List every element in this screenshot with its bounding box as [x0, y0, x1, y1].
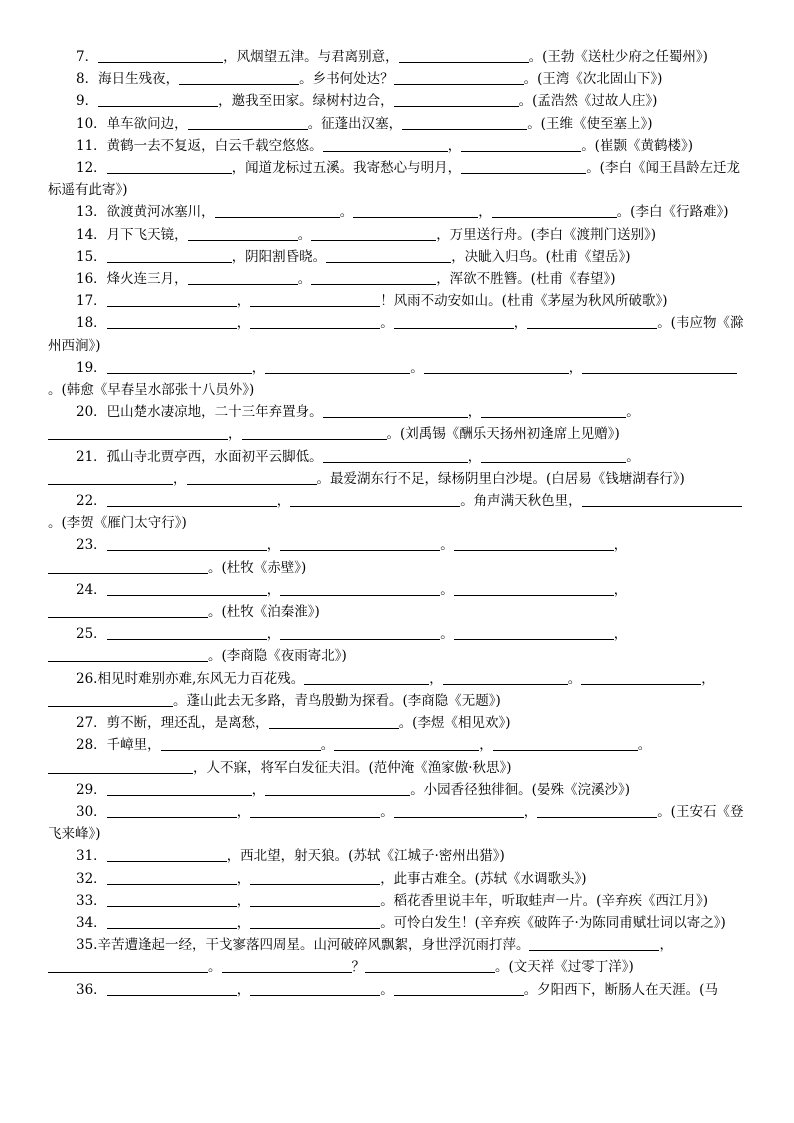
answer-blank[interactable] [443, 671, 568, 685]
question-text: ， [276, 493, 291, 510]
answer-blank[interactable] [290, 493, 460, 507]
question-item [48, 246, 750, 268]
question-item [48, 201, 750, 223]
question-text: 32． [76, 870, 107, 887]
answer-blank[interactable] [461, 138, 581, 152]
answer-blank[interactable] [582, 493, 742, 507]
question-text: 。最爱湖东行不足，绿杨阴里白沙堤。(白居易《钱塘湖春行》) [316, 470, 685, 487]
answer-blank[interactable] [394, 982, 524, 996]
answer-blank[interactable] [107, 848, 227, 862]
question-item [48, 845, 750, 867]
question-text: ， [236, 892, 251, 909]
answer-blank[interactable] [280, 626, 440, 640]
question-text: 13．欲渡黄河冰塞川， [76, 204, 215, 221]
question-text: 33． [76, 892, 107, 909]
question-text: 。(刘禹锡《酬乐天扬州初逢席上见赠》) [386, 426, 620, 443]
answer-blank[interactable] [107, 360, 252, 374]
answer-blank[interactable] [353, 204, 478, 218]
question-text: ， [173, 470, 187, 487]
question-item [48, 224, 750, 246]
question-item [48, 712, 750, 734]
question-text: 。 [567, 670, 582, 687]
answer-blank[interactable] [107, 537, 267, 551]
question-text: 。(杜牧《泊秦淮》) [208, 604, 320, 621]
question-text: 9． [76, 93, 99, 110]
answer-blank[interactable] [250, 804, 380, 818]
question-text: 。 [440, 581, 454, 598]
question-text: ！风雨不动安如山。(杜甫《茅屋为秋风所破歌》) [380, 293, 668, 310]
answer-blank[interactable] [394, 315, 514, 329]
question-text: ， [236, 981, 251, 998]
question-item [48, 490, 750, 534]
question-text: 。 [339, 204, 354, 221]
question-text: 25． [76, 626, 107, 643]
question-text: 14．月下飞天镜， [76, 226, 188, 243]
answer-blank[interactable] [399, 49, 529, 63]
question-item [48, 890, 750, 912]
question-text: 35.辛苦遭逢起一经，干戈寥落四周星。山河破碎风飘絮，身世浮沉雨打萍。 [76, 937, 530, 954]
answer-blank[interactable] [269, 715, 399, 729]
question-text: 23． [76, 537, 107, 554]
answer-blank[interactable] [48, 760, 193, 774]
question-text: 。(王维《使至塞上》) [527, 115, 653, 132]
question-item [48, 157, 750, 201]
question-text: ，决眦入归鸟。(杜甫《望岳》) [451, 248, 631, 265]
question-text: 。(王安石《登飞来峰》) [48, 803, 744, 843]
question-text: 。(王湾《次北固山下》) [523, 71, 663, 88]
answer-blank[interactable] [48, 560, 208, 574]
question-text: 。 [380, 315, 394, 332]
question-item [48, 668, 750, 712]
question-text: ，万里送行舟。(李白《渡荆门送别》) [436, 226, 656, 243]
answer-blank[interactable] [48, 959, 208, 973]
question-item [48, 401, 750, 445]
question-text: ， [479, 737, 493, 754]
answer-blank[interactable] [481, 449, 626, 463]
answer-blank[interactable] [326, 249, 451, 263]
question-text: ， [613, 581, 628, 598]
question-text: 。(李贺《雁门太守行》) [48, 515, 187, 532]
question-text: 11．黄鹤一去不复返，白云千载空悠悠。 [76, 137, 323, 154]
question-text: 。可怜白发生！(辛弃疾《破阵子·为陈同甫赋壮词以寄之》) [380, 914, 726, 931]
question-text: ， [613, 537, 628, 554]
question-item [48, 979, 750, 1001]
question-item [48, 934, 750, 978]
answer-blank[interactable] [311, 227, 436, 241]
answer-blank[interactable] [107, 982, 237, 996]
question-text: ， [251, 781, 266, 798]
answer-blank[interactable] [582, 360, 737, 374]
question-text: 。(文天祥《过零丁洋》) [495, 959, 634, 976]
answer-blank[interactable] [581, 671, 701, 685]
question-text: ？ [351, 959, 365, 976]
question-text: 。乡书何处达？ [299, 71, 394, 88]
question-item [48, 534, 750, 578]
answer-blank[interactable] [48, 648, 208, 662]
question-text: ， [568, 359, 583, 376]
question-text: 。 [637, 737, 652, 754]
question-text: 。(杜牧《赤壁》) [208, 559, 307, 576]
question-text: ， [613, 626, 628, 643]
answer-blank[interactable] [48, 693, 173, 707]
answer-blank[interactable] [250, 293, 380, 307]
answer-blank[interactable] [492, 204, 617, 218]
question-text: 。 [380, 981, 394, 998]
answer-blank[interactable] [188, 227, 298, 241]
question-text: ， [236, 293, 251, 310]
question-text: ， [701, 670, 715, 687]
question-item [48, 579, 750, 623]
answer-blank[interactable] [454, 537, 614, 551]
question-item [48, 912, 750, 934]
answer-blank[interactable] [107, 582, 267, 596]
answer-blank[interactable] [107, 160, 232, 174]
question-text: 34． [76, 914, 107, 931]
question-item [48, 868, 750, 890]
answer-blank[interactable] [107, 893, 237, 907]
question-text: 。(李白《闻王昌龄左迁龙标遥有此寄》) [48, 160, 740, 199]
answer-blank[interactable] [215, 204, 340, 218]
question-item [48, 357, 750, 401]
answer-blank[interactable] [107, 626, 267, 640]
question-text: 17． [76, 293, 107, 310]
question-item [48, 113, 750, 135]
answer-blank[interactable] [527, 315, 657, 329]
question-text: ， [236, 803, 251, 820]
answer-blank[interactable] [250, 893, 380, 907]
question-text: 。(李煜《相见欢》) [398, 715, 511, 732]
answer-blank[interactable] [493, 737, 638, 751]
question-item [48, 779, 750, 801]
answer-blank[interactable] [107, 315, 237, 329]
question-text: 。稻花香里说丰年，听取蛙声一片。(辛弃疾《西江月》) [380, 892, 708, 909]
answer-blank[interactable] [107, 782, 252, 796]
question-text: ， [266, 626, 281, 643]
question-text: 27．剪不断，理还乱，是离愁， [76, 715, 269, 732]
question-text: 。 [380, 803, 394, 820]
question-text: 29． [76, 781, 107, 798]
question-text: 。征蓬出汉塞， [307, 115, 403, 132]
answer-blank[interactable] [481, 404, 626, 418]
question-text: 。(王勃《送杜少府之任蜀州》) [528, 49, 708, 65]
question-text: 。蓬山此去无多路，青鸟殷勤为探看。(李商隐《无题》) [173, 692, 501, 709]
answer-blank[interactable] [250, 315, 380, 329]
answer-blank[interactable] [161, 737, 321, 751]
answer-blank[interactable] [179, 71, 299, 85]
question-text: ，闻道龙标过五溪。我寄愁心与明月， [231, 160, 462, 177]
question-text: 24． [76, 581, 107, 598]
question-text: 。(韦应物《滁州西涧》) [48, 315, 744, 354]
question-text: 。角声满天秋色里， [460, 493, 582, 510]
answer-blank[interactable] [311, 271, 436, 285]
question-text: 16．烽火连三月， [76, 271, 188, 288]
answer-blank[interactable] [107, 293, 237, 307]
question-text: 。夕阳西下，断肠人在天涯。(马 [523, 981, 718, 998]
question-text: ， [467, 448, 482, 465]
answer-blank[interactable] [98, 93, 218, 107]
answer-blank[interactable] [454, 626, 614, 640]
answer-blank[interactable] [323, 404, 468, 418]
answer-blank[interactable] [265, 782, 410, 796]
answer-blank[interactable] [250, 915, 380, 929]
question-text: 10．单车欲问边， [76, 115, 188, 132]
question-item [48, 801, 750, 845]
question-text: 15． [76, 248, 107, 265]
question-text: ，邀我至田家。绿树村边合， [218, 93, 394, 110]
answer-blank[interactable] [107, 493, 277, 507]
question-text: ，此事古难全。(苏轼《水调歌头》) [380, 870, 587, 887]
question-text: ， [659, 937, 673, 954]
question-text: ， [429, 670, 443, 687]
question-text: 。(李商隐《夜雨寄北》) [208, 648, 347, 665]
question-text: 20．巴山楚水凄凉地，二十三年弃置身。 [76, 404, 323, 421]
answer-blank[interactable] [250, 871, 380, 885]
answer-blank[interactable] [394, 804, 524, 818]
question-text: ， [478, 204, 492, 221]
question-text: 31． [76, 848, 107, 865]
answer-blank[interactable] [48, 604, 208, 618]
question-text: 18． [76, 315, 107, 332]
answer-blank[interactable] [280, 537, 440, 551]
question-text: ， [236, 914, 251, 931]
question-text: 28．千嶂里， [76, 737, 161, 754]
question-item [48, 290, 750, 312]
question-item [48, 68, 750, 90]
question-item [48, 135, 750, 157]
answer-blank[interactable] [529, 937, 659, 951]
question-text: 。 [320, 737, 335, 754]
answer-blank[interactable] [424, 360, 569, 374]
question-text: 。 [440, 537, 454, 554]
question-text: ，浑欲不胜簪。(杜甫《春望》) [436, 271, 616, 288]
question-text: ， [266, 581, 281, 598]
question-text: 26.相见时难别亦难,东风无力百花残。 [76, 670, 305, 687]
answer-blank[interactable] [242, 426, 387, 440]
question-text: 。 [410, 359, 424, 376]
question-text: 30． [76, 803, 107, 820]
question-text: ， [251, 359, 266, 376]
question-text: 19． [76, 359, 107, 376]
answer-blank[interactable] [265, 360, 410, 374]
answer-blank[interactable] [107, 804, 237, 818]
question-text: 22． [76, 493, 107, 510]
question-text: ， [228, 426, 242, 443]
question-text: 。(崔颢《黄鹤楼》) [581, 137, 693, 154]
question-item [48, 734, 750, 778]
answer-blank[interactable] [222, 959, 352, 973]
question-list [48, 46, 750, 1001]
question-text: 8．海日生残夜， [76, 71, 180, 88]
question-text: 36． [76, 981, 107, 998]
answer-blank[interactable] [394, 71, 524, 85]
answer-blank[interactable] [280, 582, 440, 596]
question-text: 7． [76, 49, 99, 65]
question-text: ，西北望，射天狼。(苏轼《江城子·密州出猎》) [226, 848, 505, 865]
answer-blank[interactable] [188, 271, 298, 285]
answer-blank[interactable] [48, 471, 173, 485]
question-text: 。(李白《行路难》) [616, 204, 729, 221]
question-text: 12． [76, 160, 107, 177]
question-text: 。 [626, 404, 640, 421]
answer-blank[interactable] [107, 915, 237, 929]
answer-blank[interactable] [365, 959, 495, 973]
question-item [48, 46, 750, 68]
answer-blank[interactable] [454, 582, 614, 596]
answer-blank[interactable] [537, 804, 657, 818]
question-text: 。 [440, 626, 454, 643]
question-item [48, 446, 750, 490]
question-text: 。 [208, 959, 222, 976]
question-text: 。小园香径独徘徊。(晏殊《浣溪沙》) [410, 781, 630, 798]
question-text: ，人不寐，将军白发征夫泪。(范仲淹《渔家傲·秋思》) [193, 759, 512, 776]
question-text: 。 [297, 226, 312, 243]
question-text: ， [447, 137, 462, 154]
question-text: ， [523, 803, 538, 820]
answer-blank[interactable] [334, 737, 479, 751]
question-item [48, 312, 750, 356]
question-item [48, 623, 750, 667]
question-text: ，风烟望五津。与君离别意， [223, 49, 399, 65]
answer-blank[interactable] [48, 426, 228, 440]
answer-blank[interactable] [323, 449, 468, 463]
question-text: ， [236, 870, 251, 887]
answer-blank[interactable] [188, 116, 308, 130]
question-item [48, 90, 750, 112]
question-text: 21．孤山寺北贾亭西，水面初平云脚低。 [76, 448, 323, 465]
question-item [48, 268, 750, 290]
answer-blank[interactable] [461, 160, 586, 174]
question-text: 。 [297, 271, 312, 288]
answer-blank[interactable] [402, 116, 527, 130]
question-text: 。 [626, 448, 640, 465]
answer-blank[interactable] [394, 93, 519, 107]
question-text: ， [513, 315, 528, 332]
answer-blank[interactable] [304, 671, 429, 685]
question-text: 。(孟浩然《过故人庄》) [518, 93, 658, 110]
answer-blank[interactable] [250, 982, 380, 996]
question-text: ， [467, 404, 482, 421]
answer-blank[interactable] [107, 249, 232, 263]
answer-blank[interactable] [98, 49, 223, 63]
answer-blank[interactable] [107, 871, 237, 885]
question-text: ， [236, 315, 251, 332]
question-text: 。(韩愈《早春呈水部张十八员外》) [48, 382, 255, 399]
answer-blank[interactable] [323, 138, 448, 152]
answer-blank[interactable] [187, 471, 317, 485]
question-text: ，阴阳割昏晓。 [231, 248, 327, 265]
question-text: ， [266, 537, 281, 554]
